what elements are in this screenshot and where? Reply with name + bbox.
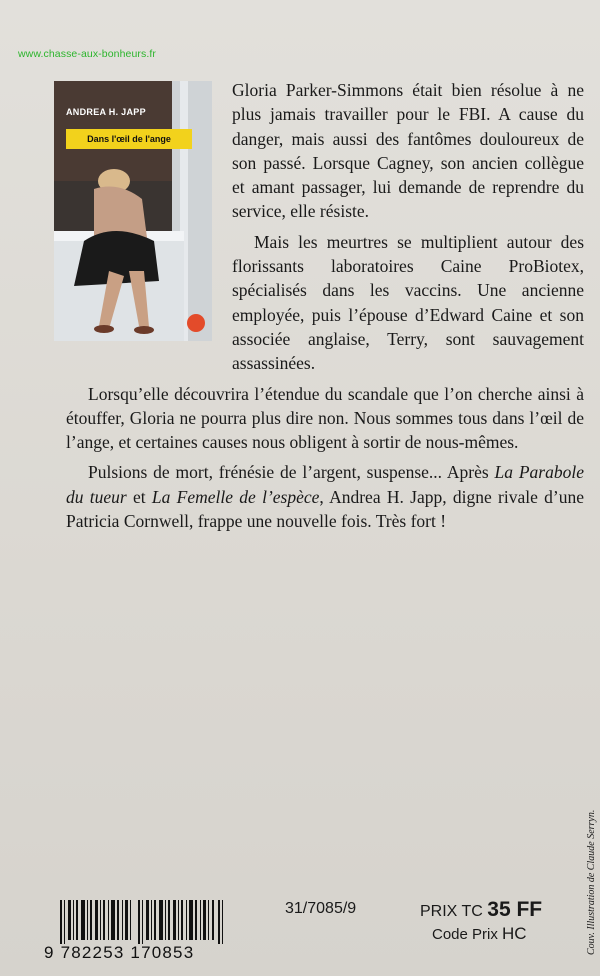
price-code — [432, 924, 527, 944]
price-code-value: HC — [502, 924, 527, 943]
paragraph-1: Gloria Parker-Simmons était bien résolue à ne plus jamais travailler pour le FBI. A cause du danger, mais aussi des fantômes douloureux de son passé. Lorsque Cagney, son ancien collègue et amant passager, lui demande de reprendre du service, elle résiste. — [232, 80, 584, 222]
price-label: PRIX TC — [420, 903, 483, 920]
price-code-label: Code Prix — [432, 926, 498, 943]
barcode-number: 9 782253 170853 — [44, 943, 195, 962]
barcode — [60, 900, 224, 944]
book-title-2: La Femelle de l’espèce — [151, 486, 320, 507]
watermark-url: www.chasse-aux-bonheurs.fr — [18, 48, 156, 60]
book-title-1: La Parabole du tueur — [66, 462, 584, 507]
synopsis — [66, 78, 584, 539]
paragraph-2: Mais les meurtres se multiplient autour des florissants laboratoires Caine ProBiotex, spécialisés dans les vaccins. Une ancienne employée, puis l’épouse d’Edward Caine et son associée anglaise, Terry, sont sauvagement assassinées. — [232, 231, 584, 374]
catalog-code: 31/7085/9 — [285, 900, 357, 917]
illustration-credit: Couv. Illustration de Claude Serryn. — [586, 809, 597, 955]
price — [420, 898, 542, 922]
paragraph-3: Lorsqu’elle découvrira l’étendue du scandale que l’on cherche ainsi à étouffer, Gloria ne pourra plus dire non. Nous sommes tous dans l’œil de l’ange, et certaines causes nous obligent à sortir de nous-mêmes. — [66, 383, 584, 453]
paragraph-4: Pulsions de mort, frénésie de l’argent, suspense... Après La Parabole du tueur et La Femelle de l’espèce, Andrea H. Japp, digne rivale d’une Patricia Cornwell, frappe une nouvelle fois. Très fort ! — [66, 462, 584, 532]
price-value: 35 FF — [487, 898, 543, 921]
cover-title: Dans l'œil de l'ange — [66, 129, 192, 149]
cover-author: ANDREA H. JAPP — [66, 107, 146, 117]
